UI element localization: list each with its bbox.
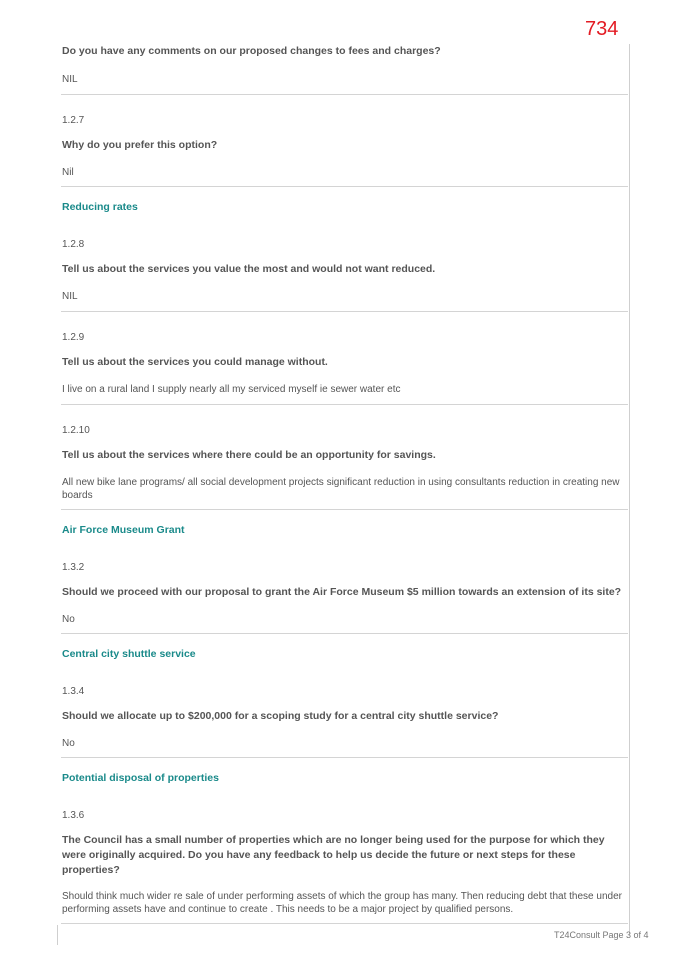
answer-1-3-2: No: [62, 614, 75, 625]
question-1-3-4: Should we allocate up to $200,000 for a scoping study for a central city shuttle service?: [62, 710, 499, 722]
divider: [61, 923, 628, 924]
right-frame-line: [629, 44, 630, 934]
question-number-1-3-2: 1.3.2: [62, 562, 85, 573]
question-number-1-2-10: 1.2.10: [62, 425, 90, 436]
question-number-1-3-4: 1.3.4: [62, 686, 85, 697]
section-reducing-rates: Reducing rates: [62, 201, 138, 213]
page-footer: T24Consult Page 3 of 4: [554, 930, 649, 940]
question-1-2-10: Tell us about the services where there could be an opportunity for savings.: [62, 449, 436, 461]
answer-1-2-7: Nil: [62, 167, 74, 178]
question-number-1-3-6: 1.3.6: [62, 810, 85, 821]
answer-1-3-4: No: [62, 738, 75, 749]
section-potential-disposal-of-properties: Potential disposal of properties: [62, 772, 219, 784]
question-number-1-2-8: 1.2.8: [62, 239, 85, 250]
answer-1-2-9: I live on a rural land I supply nearly all my serviced myself ie sewer water etc: [62, 384, 401, 395]
section-air-force-museum-grant: Air Force Museum Grant: [62, 524, 185, 536]
left-frame-line: [57, 925, 58, 945]
question-1-3-2: Should we proceed with our proposal to grant the Air Force Museum $5 million towards an extension of its site?: [62, 586, 622, 598]
question-1-2-9: Tell us about the services you could manage without.: [62, 356, 328, 368]
question-1-2-8: Tell us about the services you value the most and would not want reduced.: [62, 263, 436, 275]
answer-fees: NIL: [62, 74, 78, 85]
question-fees: Do you have any comments on our proposed changes to fees and charges?: [62, 45, 441, 57]
question-number-1-2-7: 1.2.7: [62, 115, 85, 126]
answer-1-3-6: Should think much wider re sale of under performing assets of which the group has many. Then reducing debt that these under performing assets have and continue to create . This needs to be a major project by qualified persons.: [62, 891, 622, 915]
question-1-2-7: Why do you prefer this option?: [62, 139, 218, 151]
section-central-city-shuttle: Central city shuttle service: [62, 648, 196, 660]
question-number-1-2-9: 1.2.9: [62, 332, 85, 343]
question-1-3-6: The Council has a small number of properties which are no longer being used for the purpose for which they were originally acquired. Do you have any feedback to help us decide the future or next steps for these properties?: [62, 834, 605, 876]
submission-content: [62, 44, 628, 924]
answer-1-2-8: NIL: [62, 291, 78, 302]
answer-1-2-10: All new bike lane programs/ all social development projects significant reduction in using consultants reduction in creating new boards: [62, 477, 620, 501]
page-number: 734: [585, 18, 619, 40]
